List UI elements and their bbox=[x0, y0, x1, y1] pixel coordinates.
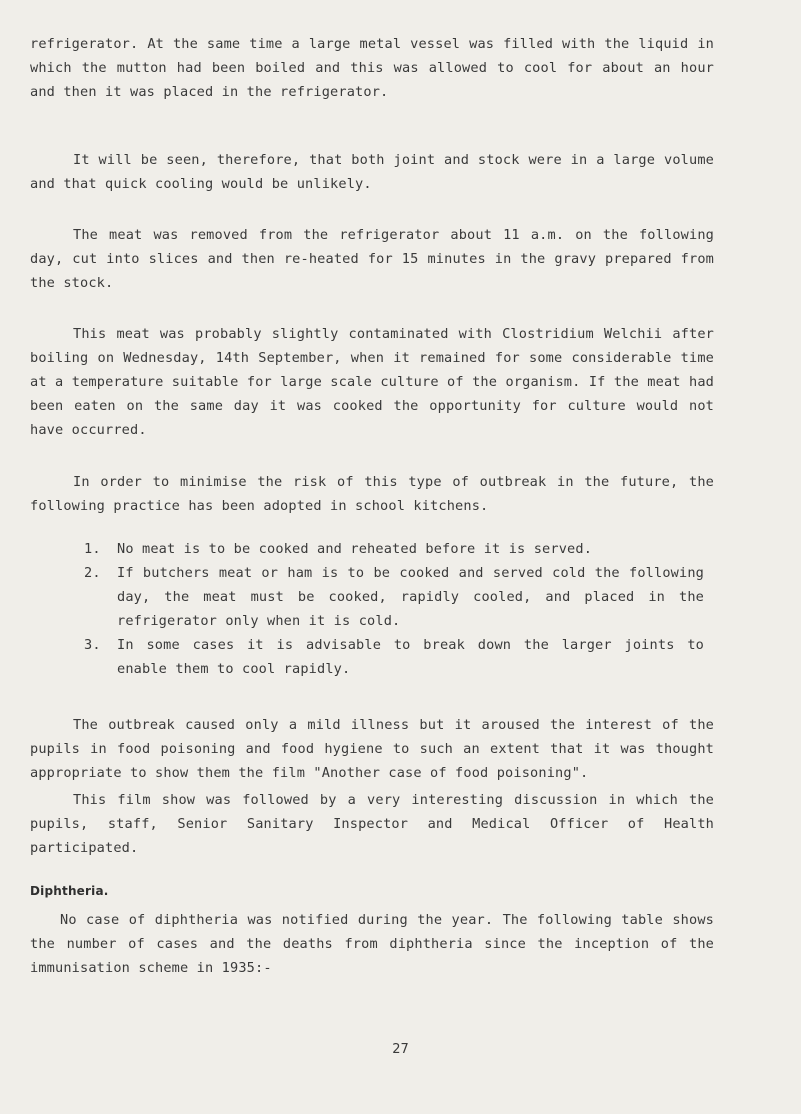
paragraph-outbreak-film: The outbreak caused only a mild illness but it aroused the interest of the pupils in food poisoning and food hygiene to such an extent that it was thought appropriate to show them the film "Another case of food poisoning". bbox=[30, 717, 714, 781]
list-item-text: In some cases it is advisable to break down the larger joints to enable them to cool rapidly. bbox=[117, 637, 704, 677]
list-item-text: If butchers meat or ham is to be cooked and served cold the following day, the meat must be cooked, rapidly cooled, and placed in the refrigerator only when it is cold. bbox=[117, 565, 704, 629]
list-item bbox=[84, 537, 704, 561]
paragraph-quick-cooling: It will be seen, therefore, that both joint and stock were in a large volume and that quick cooling would be unlikely. bbox=[30, 152, 714, 192]
list-item-text: No meat is to be cooked and reheated before it is served. bbox=[117, 541, 593, 557]
section-heading-diphtheria: Diphtheria. bbox=[30, 884, 109, 898]
practice-list bbox=[84, 537, 704, 681]
paragraph-meat-reheated: The meat was removed from the refrigerator about 11 a.m. on the following day, cut into slices and then re-heated for 15 minutes in the gravy prepared from the stock. bbox=[30, 227, 714, 291]
paragraph-contamination: This meat was probably slightly contaminated with Clostridium Welchii after boiling on Wednesday, 14th September, when it remained for some considerable time at a temperature suitable for large scale culture of the organism. If the meat had been eaten on the same day it was cooked the opportunity for culture would not have occurred. bbox=[30, 326, 714, 438]
list-item-number: 2. bbox=[84, 565, 101, 581]
list-item-number: 1. bbox=[84, 541, 101, 557]
page-number: 27 bbox=[392, 1042, 409, 1057]
list-item bbox=[84, 633, 704, 681]
paragraph-cooling-storage: refrigerator. At the same time a large metal vessel was filled with the liquid in which the mutton had been boiled and this was allowed to cool for about an hour and then it was placed in the refrigerator. bbox=[30, 36, 714, 100]
paragraph-discussion: This film show was followed by a very interesting discussion in which the pupils, staff, Senior Sanitary Inspector and Medical Officer of Health participated. bbox=[30, 792, 714, 856]
paragraph-diphtheria-notification: No case of diphtheria was notified during the year. The following table shows the number of cases and the deaths from diphtheria since the inception of the immunisation scheme in 1935:- bbox=[30, 912, 714, 976]
list-item bbox=[84, 561, 704, 633]
paragraph-minimise-risk: In order to minimise the risk of this type of outbreak in the future, the following practice has been adopted in school kitchens. bbox=[30, 474, 714, 514]
list-item-number: 3. bbox=[84, 637, 101, 653]
